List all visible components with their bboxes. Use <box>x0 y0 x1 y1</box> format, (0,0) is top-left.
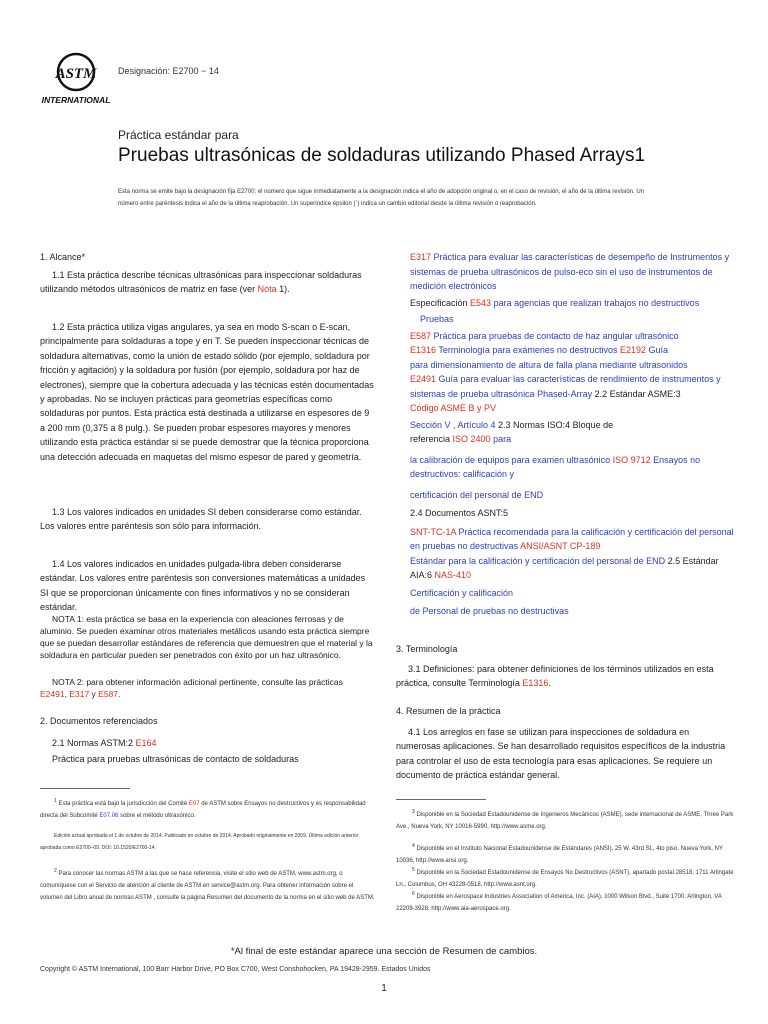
ref-e317-code[interactable]: E317 <box>410 252 432 262</box>
designation: Designación: E2700 − 14 <box>118 66 219 76</box>
ref-e587-title[interactable]: Práctica para pruebas de contacto de haz angular ultrasónico <box>431 330 679 341</box>
ref-e2192-code[interactable]: E2192 <box>619 345 646 355</box>
ref-item-e317 <box>410 250 740 294</box>
paragraph-2-1-text: 2.1 Normas ASTM:2 <box>52 738 136 748</box>
ref-item-e1316 <box>410 343 740 358</box>
footnote-mark: 2 <box>54 868 57 874</box>
intro-paragraph: Esta norma se emite bajo la designación fija E2700; el número que sigue inmediatamente a la designación indica el año de adopción original o, en el caso de revisión, el año de la última revisión. Un número entre paréntesis indica el año de la última reaprobación. Un superíndice épsilon (´) indica un cambio editorial desde la última revisión o reaprobación. <box>118 189 644 207</box>
ref-e2192-title[interactable]: Guía <box>646 345 669 355</box>
ref-item-aia <box>410 554 740 583</box>
ref-e587[interactable]: E587 <box>98 689 119 699</box>
ref-e543-title[interactable]: para agencias que realizan trabajos no destructivos <box>491 297 700 308</box>
copyright: Copyright © ASTM International, 100 Barr Harbor Drive, PO Box C700, West Conshohocken, PA 19428-2959. Estados Unidos <box>40 966 431 973</box>
ref-item-snt <box>410 525 740 554</box>
paragraph-1-4: 1.4 Los valores indicados en unidades pulgada-libra deben considerarse estándar. Los valores entre paréntesis son conversiones matemáticas a unidades SI que se proporcionan únicamente con fines informativos y no se consideran estándar. <box>40 559 366 613</box>
ref-item-iso9712 <box>410 453 740 482</box>
footnote-mark: 4 <box>412 843 415 849</box>
footnote-5 <box>396 864 736 891</box>
footnote-mark: 6 <box>412 891 415 897</box>
iso-cert-link[interactable]: certificación del personal de END <box>410 489 544 500</box>
paragraph-4-1: 4.1 Los arreglos en fase se utilizan para inspecciones de soldadura en numerosas aplicaciones. Se han desarrollado requisitos específicos de la industria para controlar el uso de esta tecnología para esas aplicaciones. Se requiere un documento de práctica estándar general. <box>396 727 726 781</box>
ref-e2192-cont[interactable]: para dimensionamiento de altura de falla plana mediante ultrasonidos <box>410 359 688 370</box>
paragraph-1-2: 1.2 Esta práctica utiliza vigas angulares, ya sea en modo S-scan o E-scan, principalmente para soldaduras a tope y en T. Se pueden inspeccionar técnicas de soldadura alternativas, como la unión de estado sólido (por ejemplo, soldadura por fricción y agitación) y la soldadura por fusión (por ejemplo, soldadura por haz de electrones), siempre que la cobertura adecuada y las técnicas estén documentadas y aprobadas. No se incluyen prácticas para geometrías específicas como soldaduras por puntos. Esta práctica está destinada a utilizarse en espesores de 9 a 200 mm (0,375 a 8 pulg.). Se pueden probar espesores mayores y menores utilizando esta práctica estándar si se puede demostrar que la técnica proporciona una detección adecuada en maquetas del mismo espesor de pared y geometría. <box>40 322 374 462</box>
ref-nas410-code[interactable]: NAS-410 <box>434 570 472 580</box>
note-2-sep: , <box>64 689 70 699</box>
footnote-1-text: Esta práctica está bajo la jurisdicción del Comité <box>58 801 189 807</box>
footnote-rule-right <box>396 799 486 800</box>
note-1: NOTA 1: esta práctica se basa en la experiencia con aleaciones ferrosas y de aluminio. Se pueden examinar otros materiales metálicos usando esta práctica siempre que se puedan desarrollar estándares de referencia que demuestren que el material y la soldadura en particular pueden ser penetrados con éxito por un haz ultrasónico. <box>40 614 373 660</box>
paragraph-1-1-text: 1.1 Esta práctica describe técnicas ultrasónicas para inspeccionar soldaduras utilizando métodos ultrasónicos de matriz en fase (ver <box>40 270 362 295</box>
section-2-heading: 2. Documentos referenciados <box>40 716 158 726</box>
asnt-block <box>410 506 740 619</box>
references-list <box>410 250 740 502</box>
ref-e2491[interactable]: E2491 <box>40 689 65 699</box>
ref-item-iso2400 <box>410 432 740 447</box>
ref-e2491-code[interactable]: E2491 <box>410 374 437 384</box>
ref-e1316-title[interactable]: Terminología para exámenes no destructivos <box>436 345 620 355</box>
ref-item-e587 <box>410 329 740 344</box>
page-number: 1 <box>381 983 387 994</box>
footnote-mark: 1 <box>54 798 57 804</box>
paragraph-1-1-end: 1). <box>276 284 290 295</box>
footnote-2-text: Para conocer las normas ASTM a las que se hace referencia, visite el sitio web de ASTM, www.astm.org, o comuníquese con el Servicio de atención al cliente de ASTM en service@astm.org. Para obtener información sobre el volumen del Libro anual de normas ASTM , consulte la página Resumen del documento de la norma en el sitio web de ASTM. <box>40 871 375 901</box>
ref-e1316-term[interactable]: E1316 <box>522 678 549 689</box>
astm-logo <box>40 52 112 108</box>
asme-code-link[interactable]: Código ASME B y PV <box>410 403 497 413</box>
edition-note: Edición actual aprobada el 1 de octubre de 2014. Publicado en octubre de 2014. Aprobado originalmente en 2009. Última edición anterior aprobada como E2700–09. DOI: 10.1520/E2700-14. <box>40 833 359 851</box>
paragraph-2-1 <box>52 736 157 750</box>
ref-e2491-title[interactable]: Guía para evaluar las características de rendimiento de instrumentos y sistemas de prueba ultrasónica Phased-Array <box>410 374 721 399</box>
ref-item-e543 <box>410 296 740 311</box>
document-kicker: Práctica estándar para <box>118 128 239 142</box>
svg-text:ASTM: ASTM <box>55 66 97 82</box>
footnote-2 <box>40 865 375 904</box>
section-4-heading: 4. Resumen de la práctica <box>396 706 501 716</box>
ref-cp189-code[interactable]: ANSI/ASNT CP-189 <box>520 541 601 551</box>
nota-link[interactable]: Nota <box>257 284 277 295</box>
note-2-text: NOTA 2: para obtener información adicional pertinente, consulte las prácticas <box>52 677 343 687</box>
ref-e543-cont[interactable]: Pruebas <box>420 314 454 324</box>
footnote-4-text: Disponible en el Instituto Nacional Estadounidense de Estándares (ANSI), 25 W. 43rd St., 4to piso, Nueva York, NY 10036, http://www.ansi.org. <box>396 846 723 864</box>
ref-e317-title[interactable]: Práctica para evaluar las características de desempeño de Instrumentos y sistemas de prueba ultrasónicos de pulso-eco sin el uso de instrumentos de medición electrónicos <box>410 252 730 291</box>
footnote-1 <box>40 795 375 822</box>
e164-title-link[interactable]: Práctica para pruebas ultrasónicas de contacto de soldaduras <box>52 754 299 764</box>
section-2-4-heading: 2.4 Documentos ASNT:5 <box>410 508 509 518</box>
spec-label: Especificación <box>410 297 471 308</box>
footnote-mark: 5 <box>412 867 415 873</box>
footnote-3-text: Disponible en la Sociedad Estadounidense de Ingenieros Mecánicos (ASME), sede internacional de ASME, Three Park Ave., Nueva York, NY 10016-5990, http://www.asme.org. <box>396 812 734 830</box>
paragraph-1-3: 1.3 Los valores indicados en unidades SI deben considerarse como estándar. Los valores entre paréntesis son sólo para información. <box>40 507 362 532</box>
footnote-3 <box>396 806 736 833</box>
note-2-end: . <box>118 689 121 699</box>
footnote-rule-left <box>40 788 130 789</box>
ref-iso2400-title[interactable]: para <box>490 434 512 444</box>
ref-item-e2491 <box>410 372 740 401</box>
ref-e543-code[interactable]: E543 <box>470 297 492 308</box>
section-3-heading: 3. Terminología <box>396 644 458 654</box>
ref-e07-06[interactable]: E07.06 <box>99 813 119 819</box>
ref-iso2400-code[interactable]: ISO 2400 <box>452 434 491 444</box>
footnote-5-text: Disponible en la Sociedad Estadounidense de Ensayos No Destructivos (ASNT), apartado postal 28518, 1711 Arlingate Ln., Columbus, OH 43228-0518, http://www.asnt.org. <box>396 870 734 888</box>
ref-e1316-code[interactable]: E1316 <box>410 345 437 355</box>
ref-e317[interactable]: E317 <box>69 689 90 699</box>
footnote-4 <box>396 840 736 867</box>
iso-calibration-link[interactable]: la calibración de equipos para examen ultrasónico <box>410 454 613 465</box>
iso-ref-label: referencia <box>410 434 453 444</box>
footnote-1-text-c: sobre el método ultrasónico. <box>118 813 196 819</box>
aia-label: 2.5 Estándar AIA:6 <box>410 555 719 580</box>
section-1-heading: 1. Alcance* <box>40 252 86 262</box>
asme-section-link[interactable]: Sección V , Artículo 4 <box>410 419 496 430</box>
ref-e587-code[interactable]: E587 <box>410 330 432 341</box>
paragraph-1-1 <box>40 268 375 297</box>
paragraph-3-1 <box>396 662 732 691</box>
ref-iso9712-code[interactable]: ISO 9712 <box>612 454 651 465</box>
footnote-6 <box>396 888 736 915</box>
ref-snt-code[interactable]: SNT-TC-1A <box>410 526 457 537</box>
ref-iso9712-title[interactable]: Ensayos no destructivos: calificación y <box>410 454 701 479</box>
std-cal-link[interactable]: Estándar para la calificación y certificación del personal de END <box>410 555 666 566</box>
de-personal-link[interactable]: de Personal de pruebas no destructivas <box>410 606 569 616</box>
summary-note: *Al final de este estándar aparece una sección de Resumen de cambios. <box>230 946 538 957</box>
asme-label: 2.2 Estándar ASME:3 <box>592 388 681 399</box>
cert-cal-link[interactable]: Certificación y calificación <box>410 587 514 598</box>
note-2 <box>40 676 375 700</box>
paragraph-3-1-text: 3.1 Definiciones: para obtener definiciones de los términos utilizados en esta práctica, consulte Terminología <box>396 664 714 689</box>
iso-label: 2.3 Normas ISO:4 Bloque de <box>495 419 614 430</box>
document-title: Pruebas ultrasónicas de soldaduras utilizando Phased Arrays1 <box>118 145 646 166</box>
footnote-1-text-b: de ASTM sobre Ensayos no destructivos y es responsabilidad directa del Subcomité <box>40 801 366 819</box>
ref-item-iso <box>410 418 740 433</box>
svg-text:INTERNATIONAL: INTERNATIONAL <box>41 95 111 105</box>
ref-snt-title[interactable]: Práctica recomendada para la calificación y certificación del personal en pruebas no destructivas <box>410 526 734 551</box>
ref-e07[interactable]: E07 <box>188 801 200 807</box>
ref-e164[interactable]: E164 <box>135 738 157 748</box>
paragraph-3-1-end: . <box>548 678 551 689</box>
footnote-mark: 3 <box>412 809 415 815</box>
footnote-6-text: Disponible en Aerospace Industries Association of America, Inc. (AIA), 1000 Wilson Blvd., Suite 1700, Arlington, VA 22209-3928, http://www.aia-aerospace.org. <box>396 894 722 912</box>
note-2-sep: y <box>89 689 99 699</box>
